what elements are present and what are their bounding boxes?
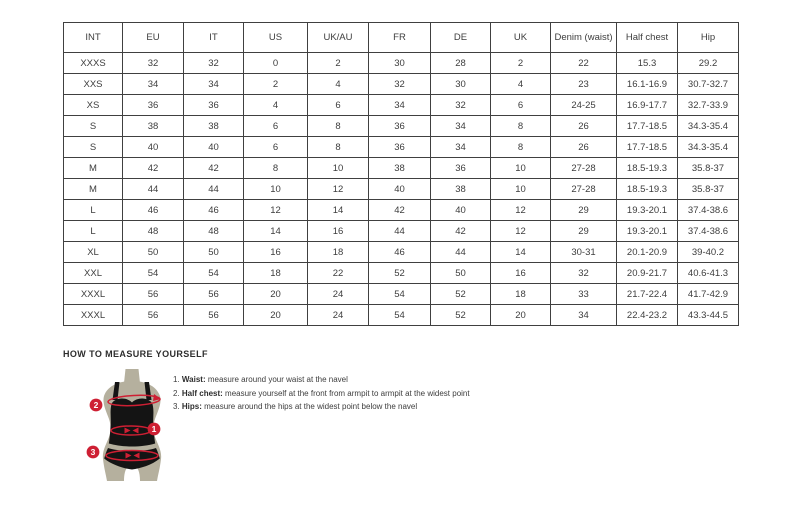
table-cell: 52 [431, 284, 491, 305]
col-header-it: IT [184, 23, 244, 53]
instruction-text: measure yourself at the front from armpit to armpit at the widest point [222, 388, 470, 398]
table-cell: 24 [308, 284, 369, 305]
table-cell: 19.3-20.1 [617, 221, 678, 242]
table-cell: 38 [369, 158, 431, 179]
table-cell: 32 [431, 95, 491, 116]
instruction-text: measure around your waist at the navel [205, 375, 348, 384]
table-cell: 36 [431, 158, 491, 179]
table-header-row [64, 23, 739, 53]
col-header-hip: Hip [678, 23, 739, 53]
table-cell: 35.8-37 [678, 158, 739, 179]
table-cell: 54 [184, 263, 244, 284]
table-cell: 8 [308, 137, 369, 158]
table-cell: 56 [123, 284, 184, 305]
table-cell: 18.5-19.3 [617, 158, 678, 179]
table-cell: 8 [491, 137, 551, 158]
table-cell: 27-28 [551, 158, 617, 179]
table-cell: 50 [184, 242, 244, 263]
table-cell: 18 [491, 284, 551, 305]
table-cell: 29.2 [678, 53, 739, 74]
table-cell: 56 [123, 305, 184, 326]
table-cell: 40.6-41.3 [678, 263, 739, 284]
table-cell: 32.7-33.9 [678, 95, 739, 116]
table-cell: S [64, 116, 123, 137]
table-cell: 34.3-35.4 [678, 137, 739, 158]
table-cell: 32 [551, 263, 617, 284]
table-cell: 40 [184, 137, 244, 158]
table-cell: 46 [123, 200, 184, 221]
instruction-number: 1. [173, 375, 180, 384]
table-row [64, 305, 739, 326]
table-cell: 34.3-35.4 [678, 116, 739, 137]
table-cell: 54 [369, 284, 431, 305]
waist-badge-number: 1 [151, 424, 157, 434]
table-cell: 29 [551, 221, 617, 242]
col-header-uk-au: UK/AU [308, 23, 369, 53]
instruction-waist [173, 373, 470, 387]
table-cell: 6 [491, 95, 551, 116]
table-cell: 38 [123, 116, 184, 137]
table-cell: 35.8-37 [678, 179, 739, 200]
table-cell: 16.1-16.9 [617, 74, 678, 95]
instruction-number: 3. [173, 402, 180, 411]
table-row [64, 200, 739, 221]
table-cell: 16 [308, 221, 369, 242]
instruction-text: measure around the hips at the widest point below the navel [201, 402, 418, 411]
table-cell: 46 [369, 242, 431, 263]
table-cell: 32 [184, 53, 244, 74]
table-cell: 4 [308, 74, 369, 95]
table-cell: 28 [431, 53, 491, 74]
mannequin-neck [124, 369, 140, 383]
table-cell: 4 [491, 74, 551, 95]
measure-instructions [173, 373, 470, 414]
table-cell: 38 [431, 179, 491, 200]
table-cell: 30-31 [551, 242, 617, 263]
table-row [64, 263, 739, 284]
table-cell: 2 [491, 53, 551, 74]
table-cell: 16 [491, 263, 551, 284]
col-header-fr: FR [369, 23, 431, 53]
table-cell: 18.5-19.3 [617, 179, 678, 200]
table-cell: XL [64, 242, 123, 263]
table-cell: M [64, 158, 123, 179]
instruction-label: Waist: [181, 375, 206, 384]
table-cell: 2 [308, 53, 369, 74]
table-cell: 42 [123, 158, 184, 179]
table-cell: 8 [308, 116, 369, 137]
table-cell: 12 [491, 200, 551, 221]
table-cell: 20 [491, 305, 551, 326]
instruction-number: 2. [173, 388, 180, 398]
table-cell: XXL [64, 263, 123, 284]
table-cell: 23 [551, 74, 617, 95]
table-cell: 34 [184, 74, 244, 95]
table-cell: 44 [184, 179, 244, 200]
table-cell: 37.4-38.6 [678, 200, 739, 221]
table-cell: 14 [491, 242, 551, 263]
table-cell: 6 [244, 137, 308, 158]
table-cell: 22.4-23.2 [617, 305, 678, 326]
table-cell: XS [64, 95, 123, 116]
table-cell: 22 [551, 53, 617, 74]
table-cell: XXXL [64, 305, 123, 326]
table-row [64, 53, 739, 74]
table-cell: 2 [244, 74, 308, 95]
table-cell: L [64, 200, 123, 221]
table-cell: 54 [369, 305, 431, 326]
col-header-int: INT [64, 23, 123, 53]
table-cell: 39-40.2 [678, 242, 739, 263]
col-header-eu: EU [123, 23, 184, 53]
table-row [64, 158, 739, 179]
table-cell: 34 [431, 137, 491, 158]
table-cell: 52 [431, 305, 491, 326]
size-conversion-table [63, 22, 739, 326]
table-cell: 44 [431, 242, 491, 263]
table-cell: 42 [369, 200, 431, 221]
instruction-label: Hips: [181, 402, 202, 411]
table-cell: 0 [244, 53, 308, 74]
table-cell: 34 [123, 74, 184, 95]
table-cell: 4 [244, 95, 308, 116]
table-cell: L [64, 221, 123, 242]
instruction-label: Half chest: [181, 388, 223, 398]
table-cell: XXXS [64, 53, 123, 74]
table-cell: 32 [123, 53, 184, 74]
size-table-body [64, 53, 739, 326]
table-cell: 18 [244, 263, 308, 284]
table-cell: S [64, 137, 123, 158]
table-cell: XXS [64, 74, 123, 95]
table-cell: 46 [184, 200, 244, 221]
table-cell: 48 [123, 221, 184, 242]
table-row [64, 179, 739, 200]
col-header-half-chest: Half chest [617, 23, 678, 53]
table-cell: 40 [431, 200, 491, 221]
table-cell: M [64, 179, 123, 200]
table-cell: 12 [491, 221, 551, 242]
table-cell: 26 [551, 137, 617, 158]
measure-section-heading: HOW TO MEASURE YOURSELF [63, 349, 208, 359]
table-cell: 12 [308, 179, 369, 200]
table-cell: 10 [244, 179, 308, 200]
table-cell: 42 [431, 221, 491, 242]
table-cell: 8 [244, 158, 308, 179]
table-cell: 36 [184, 95, 244, 116]
table-cell: 16.9-17.7 [617, 95, 678, 116]
table-cell: 12 [244, 200, 308, 221]
table-cell: 10 [308, 158, 369, 179]
table-cell: 40 [123, 137, 184, 158]
table-cell: 17.7-18.5 [617, 137, 678, 158]
table-cell: 14 [244, 221, 308, 242]
instruction-hips [173, 400, 470, 414]
col-header-denim: Denim (waist) [551, 23, 617, 53]
col-header-us: US [244, 23, 308, 53]
table-cell: 48 [184, 221, 244, 242]
table-cell: 22 [308, 263, 369, 284]
table-cell: 34 [431, 116, 491, 137]
table-cell: 30.7-32.7 [678, 74, 739, 95]
hips-badge-number: 3 [90, 447, 96, 457]
measurement-figure [82, 369, 182, 482]
table-cell: 6 [244, 116, 308, 137]
mannequin-illustration [82, 369, 182, 482]
table-cell: 44 [369, 221, 431, 242]
table-cell: 10 [491, 179, 551, 200]
table-cell: 34 [369, 95, 431, 116]
table-cell: 32 [369, 74, 431, 95]
table-cell: 19.3-20.1 [617, 200, 678, 221]
table-cell: 56 [184, 305, 244, 326]
table-cell: 14 [308, 200, 369, 221]
table-cell: 43.3-44.5 [678, 305, 739, 326]
table-cell: 20 [244, 305, 308, 326]
table-cell: 42 [184, 158, 244, 179]
table-cell: 37.4-38.6 [678, 221, 739, 242]
table-cell: 29 [551, 200, 617, 221]
table-cell: 56 [184, 284, 244, 305]
table-cell: 40 [369, 179, 431, 200]
table-cell: 6 [308, 95, 369, 116]
table-cell: 20.9-21.7 [617, 263, 678, 284]
table-row [64, 74, 739, 95]
table-cell: 16 [244, 242, 308, 263]
table-row [64, 116, 739, 137]
table-row [64, 95, 739, 116]
table-cell: 36 [369, 116, 431, 137]
table-cell: 36 [369, 137, 431, 158]
table-cell: 24-25 [551, 95, 617, 116]
table-cell: 27-28 [551, 179, 617, 200]
col-header-uk: UK [491, 23, 551, 53]
col-header-de: DE [431, 23, 491, 53]
table-cell: 50 [123, 242, 184, 263]
instruction-half-chest [173, 387, 470, 401]
table-cell: 26 [551, 116, 617, 137]
table-cell: 52 [369, 263, 431, 284]
table-cell: 10 [491, 158, 551, 179]
table-cell: 8 [491, 116, 551, 137]
table-cell: 17.7-18.5 [617, 116, 678, 137]
table-cell: 38 [184, 116, 244, 137]
table-cell: 54 [123, 263, 184, 284]
table-cell: 30 [431, 74, 491, 95]
table-cell: 18 [308, 242, 369, 263]
table-cell: 34 [551, 305, 617, 326]
table-cell: 20.1-20.9 [617, 242, 678, 263]
table-cell: 44 [123, 179, 184, 200]
table-cell: 21.7-22.4 [617, 284, 678, 305]
table-cell: 36 [123, 95, 184, 116]
table-row [64, 221, 739, 242]
chest-badge-number: 2 [93, 400, 99, 410]
table-cell: 33 [551, 284, 617, 305]
table-cell: XXXL [64, 284, 123, 305]
table-row [64, 137, 739, 158]
table-row [64, 284, 739, 305]
table-cell: 24 [308, 305, 369, 326]
table-cell: 50 [431, 263, 491, 284]
table-cell: 30 [369, 53, 431, 74]
table-row [64, 242, 739, 263]
table-cell: 15.3 [617, 53, 678, 74]
table-cell: 20 [244, 284, 308, 305]
table-cell: 41.7-42.9 [678, 284, 739, 305]
